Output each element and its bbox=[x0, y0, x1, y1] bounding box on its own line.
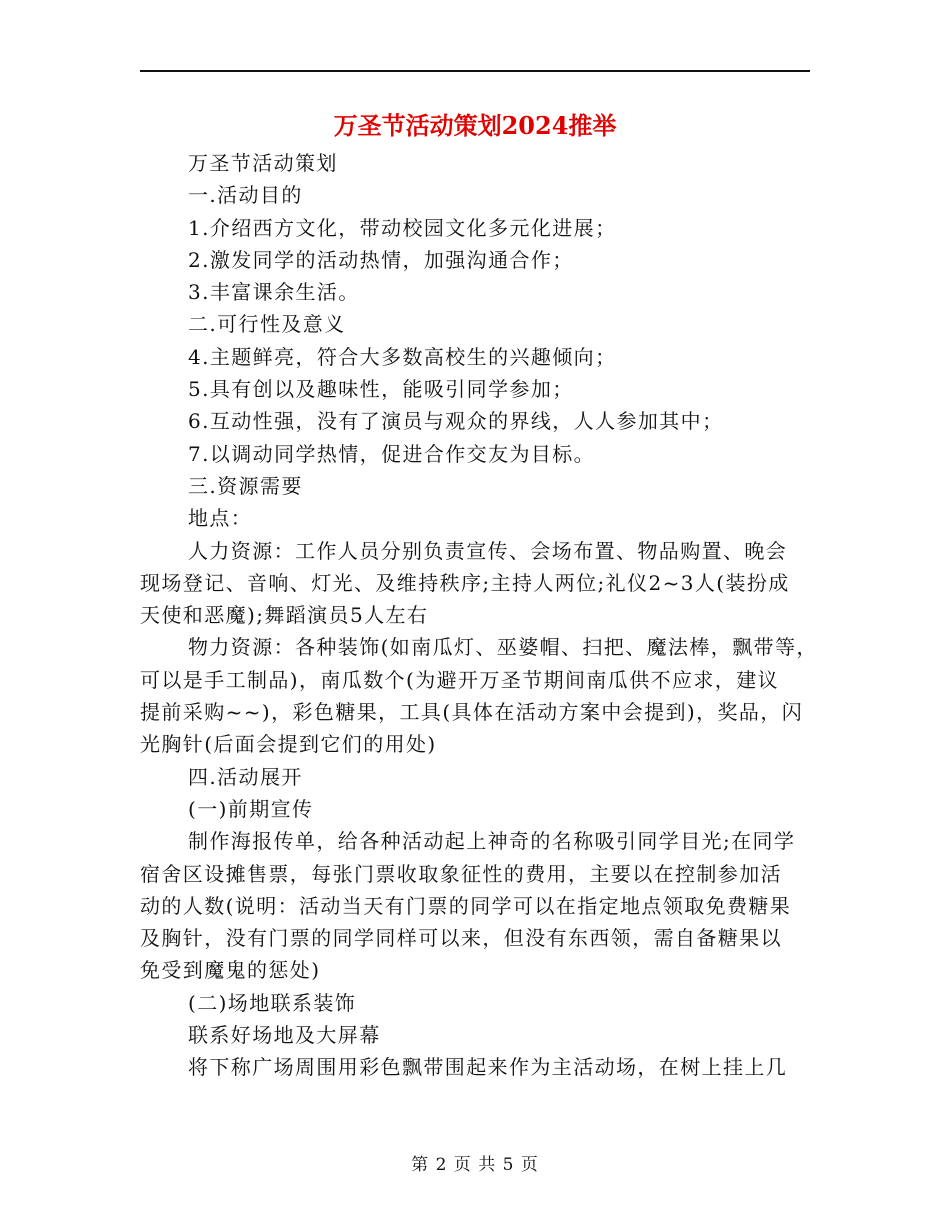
paragraph-line: 四.活动展开 bbox=[188, 764, 303, 789]
paragraph-line: 3.丰富课余生活。 bbox=[188, 280, 360, 305]
page-footer bbox=[0, 1152, 950, 1178]
paragraph-line: 物力资源：各种装饰(如南瓜灯、巫婆帽、扫把、魔法棒，飘带等， bbox=[188, 635, 818, 660]
document-title: 万圣节活动策划2024推举 bbox=[333, 111, 617, 140]
paragraph-line: 可以是手工制品)，南瓜数个(为避开万圣节期间南瓜供不应求，建议 bbox=[140, 667, 780, 692]
paragraph-line: 宿舍区设摊售票，每张门票收取象征性的费用，主要以在控制参加活 bbox=[140, 861, 782, 886]
paragraph-line: 5.具有创以及趣味性，能吸引同学参加； bbox=[188, 377, 574, 402]
document-body bbox=[140, 147, 818, 1084]
paragraph-line: 制作海报传单，给各种活动起上神奇的名称吸引同学目光;在同学 bbox=[188, 829, 796, 854]
paragraph-line: 一.活动目的 bbox=[188, 183, 303, 208]
paragraph-line: 万圣节活动策划 bbox=[188, 151, 338, 175]
paragraph-line: 光胸针(后面会提到它们的用处) bbox=[140, 732, 437, 757]
paragraph-line: 地点： bbox=[188, 506, 253, 531]
paragraph-line: 人力资源：工作人员分别负责宣传、会场布置、物品购置、晚会 bbox=[188, 538, 788, 563]
footer-prefix: 第 bbox=[411, 1155, 430, 1175]
paragraph-line: 及胸针，没有门票的同学同样可以来，但没有东西领，需自备糖果以 bbox=[140, 926, 782, 951]
paragraph-line: (一)前期宣传 bbox=[188, 796, 314, 821]
paragraph-line: 三.资源需要 bbox=[188, 473, 303, 498]
footer-current-page: 2 bbox=[435, 1155, 448, 1175]
footer-total-pages: 5 bbox=[502, 1155, 515, 1175]
paragraph-line: 天使和恶魔);舞蹈演员5人左右 bbox=[140, 603, 429, 628]
paragraph-line: 提前采购~~)，彩色糖果，工具(具体在活动方案中会提到)，奖品，闪 bbox=[140, 700, 804, 725]
paragraph-line: 7.以调动同学热情，促进合作交友为目标。 bbox=[188, 441, 596, 466]
paragraph-line: (二)场地联系装饰 bbox=[188, 990, 357, 1015]
paragraph-line: 二.可行性及意义 bbox=[188, 312, 346, 337]
paragraph-line: 2.激发同学的活动热情，加强沟通合作； bbox=[188, 247, 574, 272]
header-rule bbox=[140, 70, 810, 72]
paragraph-line: 1.介绍西方文化，带动校园文化多元化进展； bbox=[188, 215, 617, 240]
footer-mid: 页 共 bbox=[453, 1155, 497, 1175]
paragraph-line: 动的人数(说明：活动当天有门票的同学可以在指定地点领取免费糖果 bbox=[140, 893, 792, 918]
paragraph-line: 现场登记、音响、灯光、及维持秩序;主持人两位;礼仪2~3人(装扮成 bbox=[140, 570, 790, 595]
paragraph-line: 6.互动性强，没有了演员与观众的界线，人人参加其中； bbox=[188, 409, 724, 434]
paragraph-line: 将下称广场周围用彩色飘带围起来作为主活动场，在树上挂上几 bbox=[188, 1055, 788, 1080]
paragraph-line: 免受到魔鬼的惩处) bbox=[140, 958, 321, 983]
paragraph-line: 4.主题鲜亮，符合大多数高校生的兴趣倾向； bbox=[188, 344, 617, 369]
footer-suffix: 页 bbox=[520, 1155, 539, 1175]
paragraph-line: 联系好场地及大屏幕 bbox=[188, 1023, 381, 1048]
